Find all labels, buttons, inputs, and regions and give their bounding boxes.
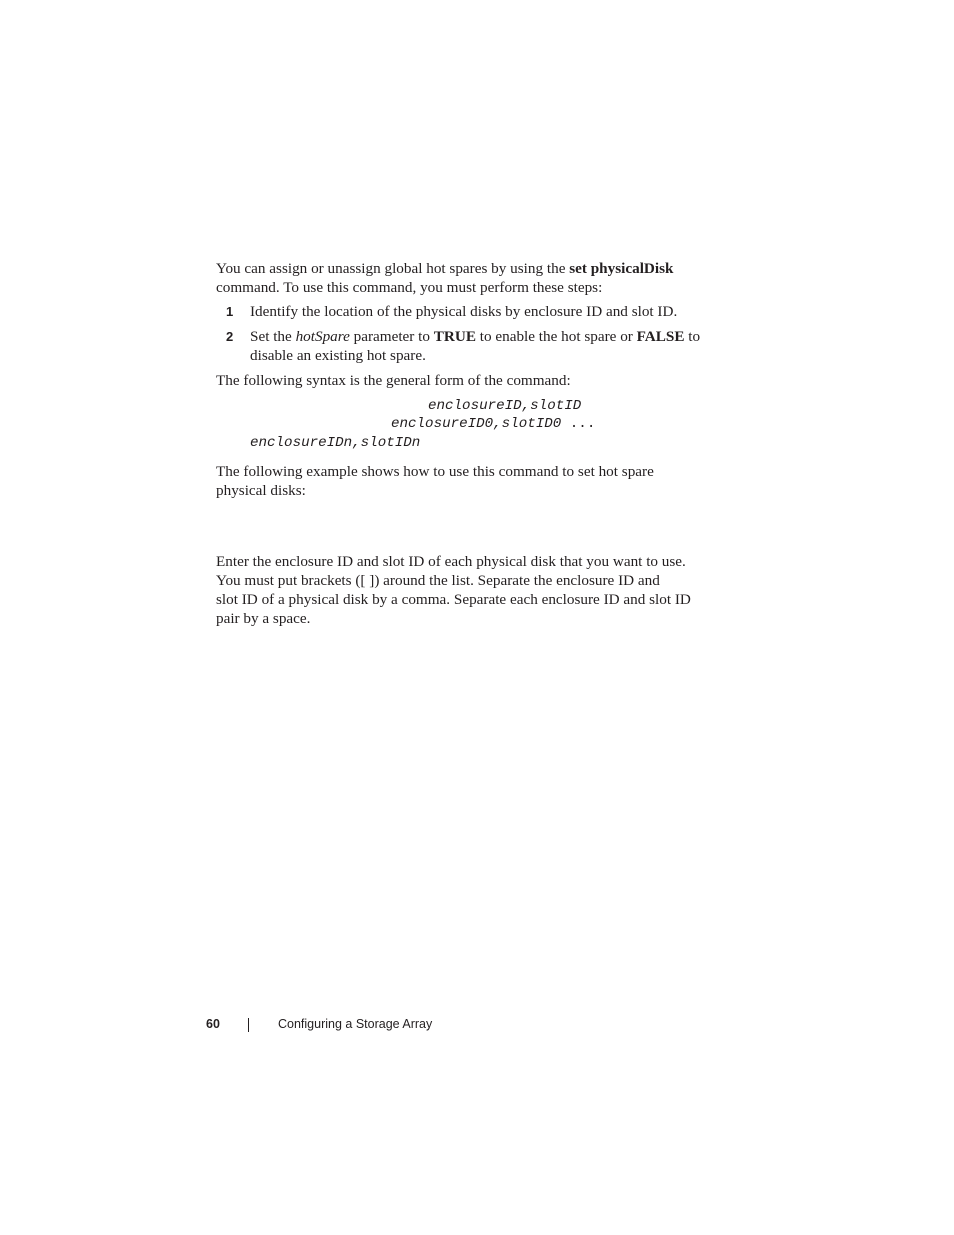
explanation-line-2: You must put brackets ([ ]) around the list. Separate the enclosure ID and xyxy=(216,572,660,589)
intro-line-1 xyxy=(216,259,716,278)
step-2-line-2: disable an existing hot spare. xyxy=(250,347,426,364)
example-line-2: physical disks: xyxy=(216,482,306,499)
false-keyword: FALSE xyxy=(636,328,685,345)
example-line-1: The following example shows how to use this command to set hot spare xyxy=(216,463,654,480)
step-2-post: to xyxy=(684,328,701,345)
step-2-mid-2: to enable the hot spare or xyxy=(475,328,637,345)
true-keyword: TRUE xyxy=(433,328,476,345)
footer-separator xyxy=(248,1018,249,1032)
intro-line-2: command. To use this command, you must perform these steps: xyxy=(216,279,603,296)
step-2-mid-1: parameter to xyxy=(349,328,434,345)
explanation-paragraph xyxy=(216,552,716,628)
syntax-line-2 xyxy=(391,415,595,433)
step-2-pre: Set the xyxy=(250,328,296,345)
syntax-intro-text: The following syntax is the general form of the command: xyxy=(216,372,571,389)
footer-section-title: Configuring a Storage Array xyxy=(278,1017,433,1031)
syntax-intro xyxy=(216,371,716,390)
explanation-line-1: Enter the enclosure ID and slot ID of each physical disk that you want to use. xyxy=(216,553,686,570)
parameter-name: hotSpare xyxy=(295,328,350,345)
syntax-ellipsis: ... xyxy=(561,416,596,432)
explanation-line-3: slot ID of a physical disk by a comma. Separate each enclosure ID and slot ID xyxy=(216,591,691,608)
example-paragraph xyxy=(216,462,716,500)
page-number: 60 xyxy=(206,1017,220,1031)
intro-paragraph xyxy=(216,259,716,297)
syntax-line-2-var: enclosureID0,slotID0 xyxy=(391,416,562,432)
step-1-text: Identify the location of the physical disks by enclosure ID and slot ID. xyxy=(250,303,678,320)
intro-text: You can assign or unassign global hot spares by using the xyxy=(216,260,570,277)
syntax-line-1: enclosureID,slotID xyxy=(428,398,582,414)
step-2-number: 2 xyxy=(226,329,234,344)
step-1-number: 1 xyxy=(226,304,234,319)
step-2-text xyxy=(250,327,720,365)
command-name: set physicalDisk xyxy=(569,260,674,277)
step-2-line-1 xyxy=(250,327,720,346)
syntax-line-3: enclosureIDn,slotIDn xyxy=(250,435,421,451)
explanation-line-4: pair by a space. xyxy=(216,610,311,627)
